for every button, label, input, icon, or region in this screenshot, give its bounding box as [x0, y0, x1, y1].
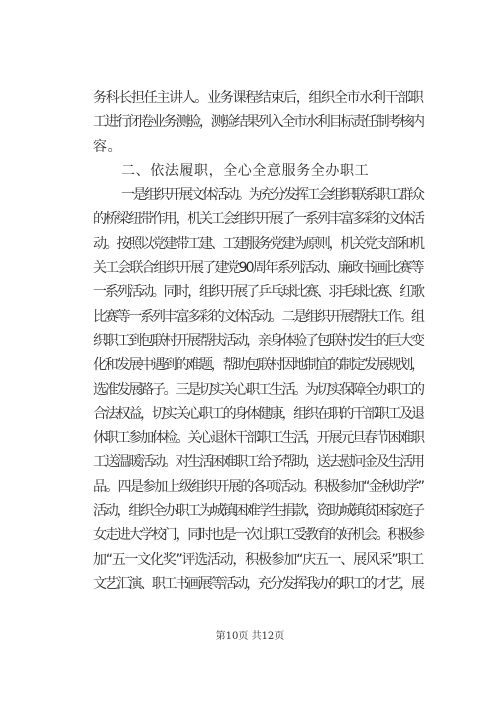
text-line: 品。四是参加上级组织开展的各项活动。积极参加“金秋助学” [93, 478, 424, 495]
text-line: 一系列活动。同时，组织开展了乒乓球比赛、羽毛球比赛、红歌 [93, 284, 423, 301]
text-line: 比赛等一系列丰富多彩的文体活动。二是组织开展帮扶工作。组 [93, 308, 423, 325]
text-line: 合法权益，切实关心职工的身体健康，组织在职的干部职工及退 [93, 405, 423, 422]
text-line: 加“五一文化奖”评选活动，积极参加“庆五一、展风采”职工 [93, 551, 423, 568]
text-line: 一是组织开展文体活动。为充分发挥工会组织联系职工群众 [121, 187, 423, 204]
text-line: 选准发展路子。三是切实关心职工生活。为切实保障全办职工的 [93, 381, 423, 398]
text-line: 工送温暖活动。对生活困难职工给予帮助，送去慰问金及生活用 [93, 454, 423, 471]
text-line: 关工会联合组织开展了建党90周年系列活动、廉政书画比赛等 [93, 260, 423, 277]
text-line: 动。按照以党建带工建、工建服务党建为原则，机关党支部和机 [93, 235, 423, 252]
text-line: 的桥梁纽带作用，机关工会组织开展了一系列丰富多彩的文体活 [93, 211, 423, 228]
text-line: 女走进大学校门，同时也是一次让职工受教育的好机会。积极参 [93, 527, 423, 544]
page-number-footer: 第10页 共12页 [215, 631, 285, 642]
text-line: 文艺汇演、职工书画展等活动，充分发挥我办的职工的才艺，展 [93, 575, 423, 592]
text-line: 休职工参加体检。关心退休干部职工生活，开展元旦春节困难职 [93, 430, 423, 447]
text-line: 容。 [93, 138, 123, 155]
document-body [93, 86, 423, 596]
text-line: 化和发展中遇到的难题，帮助包联村因地制宜的制定发展规划， [93, 357, 423, 374]
text-line: 织职工到包联村开展帮扶活动，亲身体验了包联村发生的巨大变 [93, 332, 423, 349]
text-line: 工进行闭卷业务测验，测验结果列入全市水利目标责任制考核内 [93, 114, 423, 131]
section-heading: 二、依法履职，全心全意服务全办职工 [121, 162, 370, 179]
text-line: 务科长担任主讲人。业务课程结束后，组织全市水利干部职 [93, 90, 423, 106]
text-line: 活动，组织全办职工为城镇困难学生捐款，资助城镇贫困家庭子 [93, 503, 423, 520]
